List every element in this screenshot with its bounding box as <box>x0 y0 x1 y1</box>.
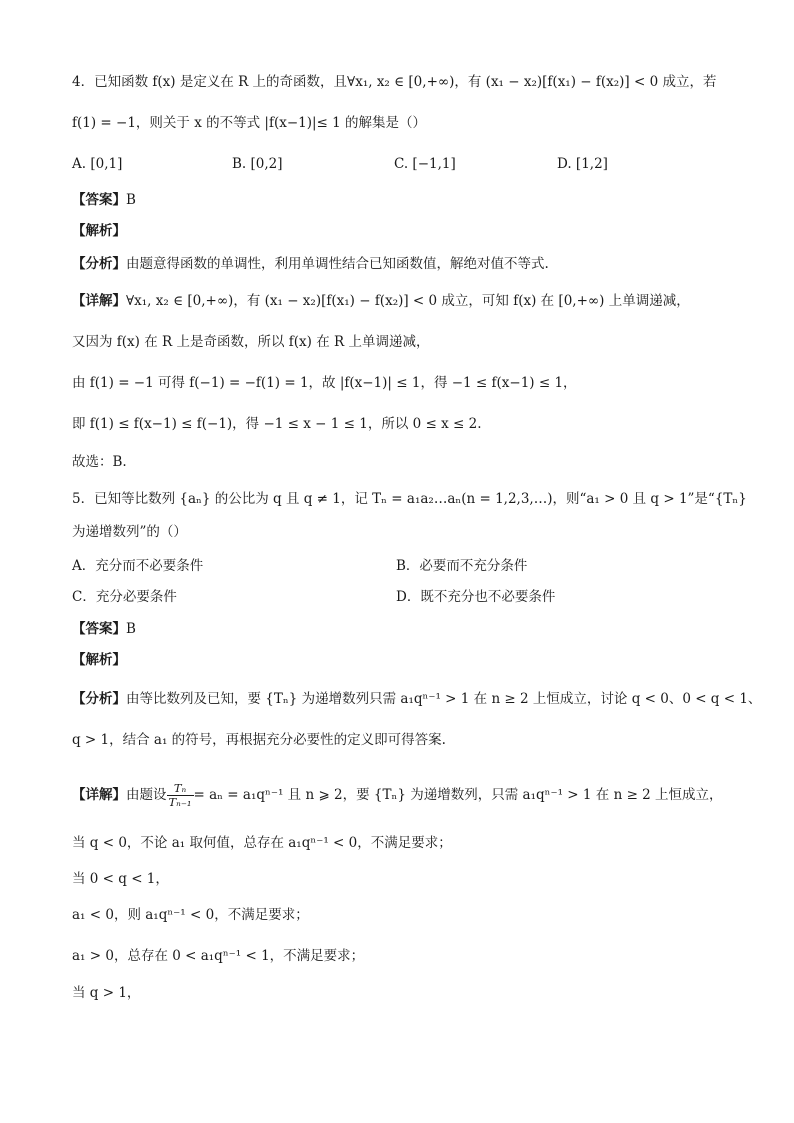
q5-option-a: A．充分而不必要条件 <box>72 558 204 574</box>
fenxi-text: 由题意得函数的单调性，利用单调性结合已知函数值，解绝对值不等式. <box>126 256 549 272</box>
q5-option-d: D．既不充分也不必要条件 <box>396 589 556 605</box>
q5-fenxi-line-2: q > 1，结合 a₁ 的符号，再根据充分必要性的定义即可得答案. <box>72 732 446 748</box>
q5-detail-line-1 <box>72 777 754 813</box>
answer-tag: 【答案】 <box>72 621 126 637</box>
answer-tag: 【答案】 <box>72 192 126 208</box>
q5-stem-line-2: 为递增数列”的（） <box>72 524 187 540</box>
q5-detail-line-6: 当 q > 1， <box>72 985 141 1001</box>
q4-detail-line-2: 又因为 f(x) 在 R 上是奇函数，所以 f(x) 在 R 上单调递减， <box>72 334 430 350</box>
q4-stem-line-1: 4．已知函数 f(x) 是定义在 R 上的奇函数，且∀x₁, x₂ ∈ [0,+∞)，有 (x₁ − x₂)[f(x₁) − f(x₂)] < 0 成立，若 <box>72 74 717 90</box>
q5-detail-line-3: 当 0 < q < 1， <box>72 871 169 887</box>
fraction-denominator: Tₙ₋₁ <box>168 795 192 809</box>
detail-text: ∀x₁, x₂ ∈ [0,+∞)，有 (x₁ − x₂)[f(x₁) − f(x₂)] < 0 成立，可知 f(x) 在 [0,+∞) 上单调递减， <box>126 293 690 309</box>
analysis-tag: 【解析】 <box>72 223 126 239</box>
fraction-numerator: Tₙ <box>167 782 194 796</box>
q4-fenxi <box>72 254 754 274</box>
q5-fenxi-line-1 <box>72 689 762 709</box>
q4-stem-line-2: f(1) = −1，则关于 x 的不等式 |f(x−1)|≤ 1 的解集是（） <box>72 115 427 131</box>
xiangjie-tag: 【详解】 <box>72 293 126 309</box>
q5-stem-line-1: 5．已知等比数列 {aₙ} 的公比为 q 且 q ≠ 1，记 Tₙ = a₁a₂…aₙ(n = 1,2,3,…)，则“a₁ > 0 且 q > 1”是“{Tₙ} <box>72 491 747 507</box>
answer-value: B <box>126 621 136 637</box>
xiangjie-tag: 【详解】 <box>72 787 126 803</box>
q4-conclusion: 故选：B. <box>72 454 127 470</box>
q4-detail-line-3: 由 f(1) = −1 可得 f(−1) = −f(1) = 1，故 |f(x−1)| ≤ 1，得 −1 ≤ f(x−1) ≤ 1， <box>72 375 577 391</box>
q4-detail-line-4: 即 f(1) ≤ f(x−1) ≤ f(−1)，得 −1 ≤ x − 1 ≤ 1，所以 0 ≤ x ≤ 2. <box>72 416 482 432</box>
q4-answer <box>72 190 754 210</box>
q4-analysis-tag <box>72 221 754 241</box>
q4-detail-line-1 <box>72 291 754 311</box>
q5-analysis-tag <box>72 650 754 670</box>
fenxi-text: 由等比数列及已知，要 {Tₙ} 为递增数列只需 a₁qⁿ⁻¹ > 1 在 n ≥ 2 上恒成立，讨论 q < 0、0 < q < 1、 <box>126 691 762 707</box>
fraction <box>167 782 194 809</box>
detail-text: = aₙ = a₁qⁿ⁻¹ 且 n ⩾ 2，要 {Tₙ} 为递增数列，只需 a₁qⁿ⁻¹ > 1 在 n ≥ 2 上恒成立， <box>193 787 723 803</box>
q5-option-b: B．必要而不充分条件 <box>396 558 528 574</box>
q4-option-c: C. [−1,1] <box>394 156 456 172</box>
fenxi-tag: 【分析】 <box>72 691 126 707</box>
q4-option-a: A. [0,1] <box>72 156 123 172</box>
q5-detail-line-4: a₁ < 0，则 a₁qⁿ⁻¹ < 0，不满足要求； <box>72 907 309 923</box>
q5-detail-line-5: a₁ > 0，总存在 0 < a₁qⁿ⁻¹ < 1，不满足要求； <box>72 948 365 964</box>
q4-option-b: B. [0,2] <box>232 156 283 172</box>
analysis-tag: 【解析】 <box>72 652 126 668</box>
q4-option-d: D. [1,2] <box>557 156 608 172</box>
answer-value: B <box>126 192 136 208</box>
q5-answer <box>72 619 754 639</box>
fenxi-tag: 【分析】 <box>72 256 126 272</box>
q5-option-c: C．充分必要条件 <box>72 589 177 605</box>
q5-detail-line-2: 当 q < 0，不论 a₁ 取何值，总存在 a₁qⁿ⁻¹ < 0，不满足要求； <box>72 835 452 851</box>
detail-prefix: 由题设 <box>126 787 167 803</box>
